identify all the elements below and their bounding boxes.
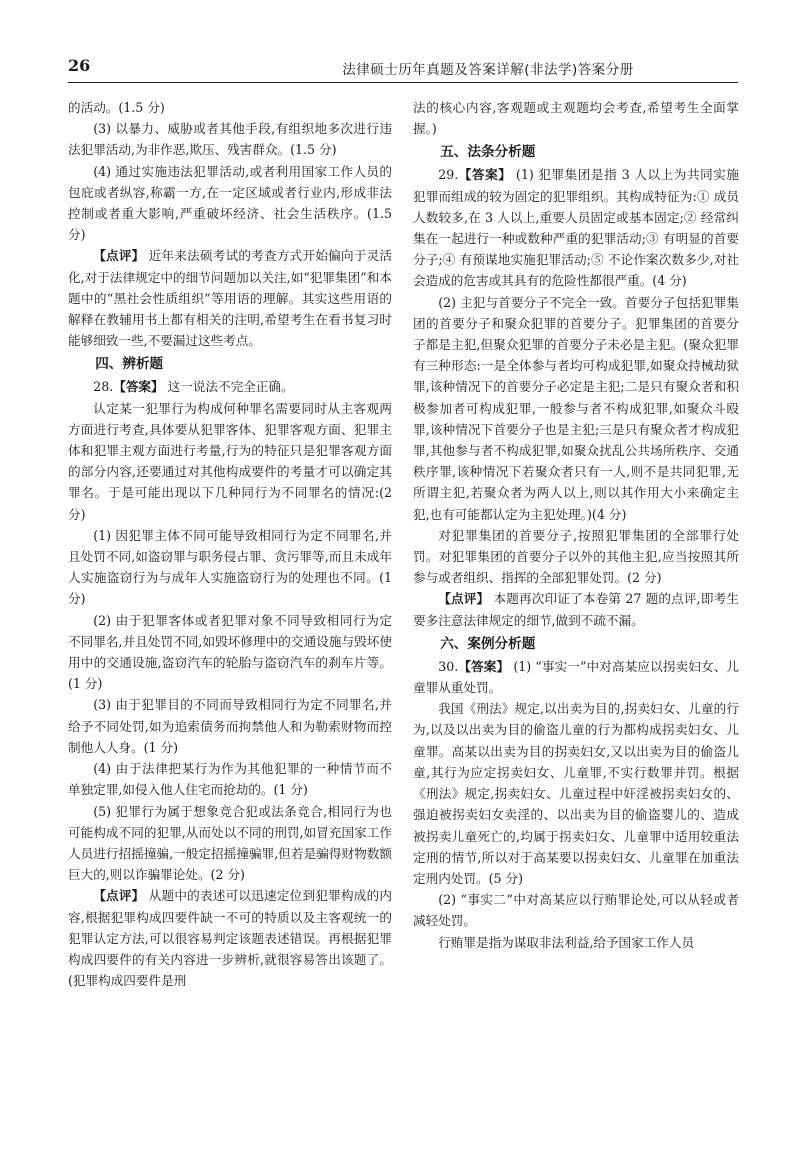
paragraph-text: (1) 因犯罪主体不同可能导致相同行为定不同罪名,并且处罚不同,如盗窃罪与职务侵占罪、贪污罪等,而且未成年人实施盗窃行为与成年人实施盗窃行为的处理也不同。(1 分)	[68, 527, 392, 607]
section-heading: 五、法条分析题	[440, 144, 536, 161]
paragraph-text: (3) 以暴力、威胁或者其他手段,有组织地多次进行违法犯罪活动,为非作恶,欺压、残害群众。(1.5 分)	[68, 121, 392, 158]
paragraph-text: (2) 由于犯罪客体或者犯罪对象不同导致相同行为定不同罪名,并且处罚不同,如毁坏修理中的交通设施与毁坏使用中的交通设施,盗窃汽车的轮胎与盗窃汽车的刹车片等。(1 分)	[68, 612, 392, 692]
paragraph-text: (5) 犯罪行为属于想象竞合犯或法条竞合,相同行为也可能构成不同的犯罪,从而处以不同的刑罚,如冒充国家工作人员进行招摇撞骗,一般定招摇撞骗罪,但若是骗得财物数额巨大的,则以诈骗罪论处。(2 分)	[68, 803, 392, 883]
paragraph	[413, 698, 739, 889]
answer-tag: 【答案】	[113, 379, 164, 395]
paragraph	[413, 292, 739, 525]
paragraph	[68, 885, 392, 991]
paragraph-text: 从题中的表述可以迅速定位到犯罪构成的内容,根据犯罪构成四要件缺一不可的特质以及主客观统一的犯罪认定方法,可以很容易判定该题表述错误。再根据犯罪构成四要件的有关内容进一步辨析,就很容易答出该题了。(犯罪构成四要件是刑	[68, 888, 392, 989]
comment-tag: 【点评】	[93, 888, 145, 904]
paragraph	[68, 398, 392, 525]
paragraph	[413, 164, 739, 291]
paragraph-text: 我国《刑法》规定,以出卖为目的,拐卖妇女、儿童的行为,以及以出卖为目的偷盗儿童的行为都构成拐卖妇女、儿童罪。高某以出卖为目的拐卖妇女,又以出卖为目的偷盗儿童,其行为应定拐卖妇女、儿童罪,不实行数罪并罚。根据《刑法》规定,拐卖妇女、儿童过程中奸淫被拐卖妇女的、强迫被拐卖妇女卖淫的、以出卖为目的偷盗婴儿的、造成被拐卖儿童死亡的,均属于拐卖妇女、儿童罪中适用较重法定刑的情节,所以对于高某要以拐卖妇女、儿童罪在加重法定刑内处罚。(5 分)	[413, 701, 739, 886]
comment-tag: 【点评】	[438, 591, 490, 607]
answer-tag: 【答案】	[458, 167, 512, 183]
section-heading: 六、案例分析题	[440, 635, 536, 652]
paragraph-text: 近年来法硕考试的考查方式开始偏向于灵活化,对于法律规定中的细节问题加以关注,如“犯罪集团”和本题中的“黑社会性质组织”等用语的理解。其实这些用语的解释在教辅用书上都有相关的注明,希望考生在看书复习时能够细致一些,不要漏过这些考点。	[68, 248, 392, 349]
paragraph-text: (2) “事实二”中对高某应以行贿罪论处,可以从轻或者减轻处罚。	[413, 892, 739, 929]
paragraph-text: 对犯罪集团的首要分子,按照犯罪集团的全部罪行处罚。对犯罪集团的首要分子以外的其他主犯,应当按照其所参与或者组织、指挥的全部犯罪处罚。(2 分)	[413, 527, 739, 586]
paragraph	[68, 161, 392, 246]
paragraph-text: 的活动。(1.5 分)	[68, 100, 165, 115]
paragraph	[68, 758, 392, 800]
paragraph	[413, 588, 739, 630]
question-number: 29.	[438, 167, 459, 183]
paragraph	[68, 245, 392, 351]
question-number: 30.	[438, 658, 459, 674]
paragraph	[68, 97, 392, 118]
paragraph-text: 法的核心内容,客观题或主观题均会考查,希望考生全面掌握。)	[413, 100, 739, 137]
paragraph	[413, 932, 739, 953]
paragraph	[68, 525, 392, 610]
paragraph-text: (3) 由于犯罪目的不同而导致相同行为定不同罪名,并给予不同处罚,如为追索债务而拘禁他人和为勒索财物而控制他人人身。(1 分)	[68, 697, 392, 755]
question-number: 28.	[93, 379, 114, 395]
paragraph-text: (2) 主犯与首要分子不完全一致。首要分子包括犯罪集团的首要分子和聚众犯罪的首要分子。犯罪集团的首要分子都是主犯,但聚众犯罪的首要分子未必是主犯。(聚众犯罪有三种形态:一是全体参与者均可构成犯罪,如聚众持械劫狱罪,该种情况下的首要分子必定是主犯;二是只有聚众者和积极参加者可构成犯罪,一般参与者不构成犯罪,如聚众斗殴罪,该种情况下首要分子也是主犯;三是只有聚众者才构成犯罪,其他参与者不构成犯罪,如聚众扰乱公共场所秩序、交通秩序罪,该种情况下若聚众者只有一人,则不是共同犯罪,无所谓主犯,若聚众者为两人以上,则以其作用大小来确定主犯,也有可能都认定为主犯处理。)(4 分)	[413, 294, 739, 522]
comment-tag: 【点评】	[93, 248, 145, 264]
paragraph	[68, 610, 392, 695]
right-column	[413, 97, 739, 953]
left-column	[68, 97, 392, 991]
paragraph	[68, 118, 392, 160]
paragraph-text: 行贿罪是指为谋取非法利益,给予国家工作人员	[438, 934, 695, 950]
paragraph	[413, 656, 739, 698]
paragraph	[68, 376, 392, 397]
paragraph	[68, 694, 392, 758]
section-heading: 四、辨析题	[95, 356, 164, 373]
answer-tag: 【答案】	[458, 658, 510, 674]
paragraph-text: (4) 通过实施违法犯罪活动,或者利用国家工作人员的包庇或者纵容,称霸一方,在一定区域或者行业内,形成非法控制或者重大影响,严重破坏经济、社会生活秩序。(1.5 分)	[68, 163, 392, 243]
running-title: 法律硕士历年真题及答案详解(非法学)答案分册	[342, 62, 634, 78]
paragraph	[413, 525, 739, 589]
paragraph-text: (1) “事实一”中对高某应以拐卖妇女、儿童罪从重处罚。	[413, 658, 739, 696]
paragraph	[68, 801, 392, 886]
paragraph-text: (4) 由于法律把某行为作为其他犯罪的一种情节而不单独定罪,如侵入他人住宅而抢劫的。(1 分)	[68, 761, 392, 798]
page-header	[68, 54, 738, 83]
paragraph	[413, 97, 739, 139]
paragraph	[413, 889, 739, 931]
paragraph-text: (1) 犯罪集团是指 3 人以上为共同实施犯罪而组成的较为固定的犯罪组织。其构成特征为:① 成员人数较多,在 3 人以上,重要人员固定或基本固定;② 经常纠集在一起进行一种或数种严重的犯罪活动;③ 有明显的首要分子;④ 有预谋地实施犯罪活动;⑤ 不论作案次数多少,对社会造成的危害或其具有的危险性都很严重。(4 分)	[413, 167, 739, 289]
paragraph-text: 这一说法不完全正确。	[163, 379, 294, 395]
paragraph-text: 本题再次印证了本卷第 27 题的点评,即考生要多注意法律规定的细节,做到不疏不漏。	[413, 591, 739, 628]
page-number: 26	[68, 56, 91, 75]
paragraph-text: 认定某一犯罪行为构成何种罪名需要同时从主客观两方面进行考查,具体要从犯罪客体、犯罪客观方面、犯罪主体和犯罪主观方面进行考量,行为的特征只是犯罪客观方面的部分内容,还要通过对其他构成要件的考量才可以确定其罪名。于是可能出现以下几种同行为不同罪名的情况:(2 分)	[68, 400, 392, 522]
